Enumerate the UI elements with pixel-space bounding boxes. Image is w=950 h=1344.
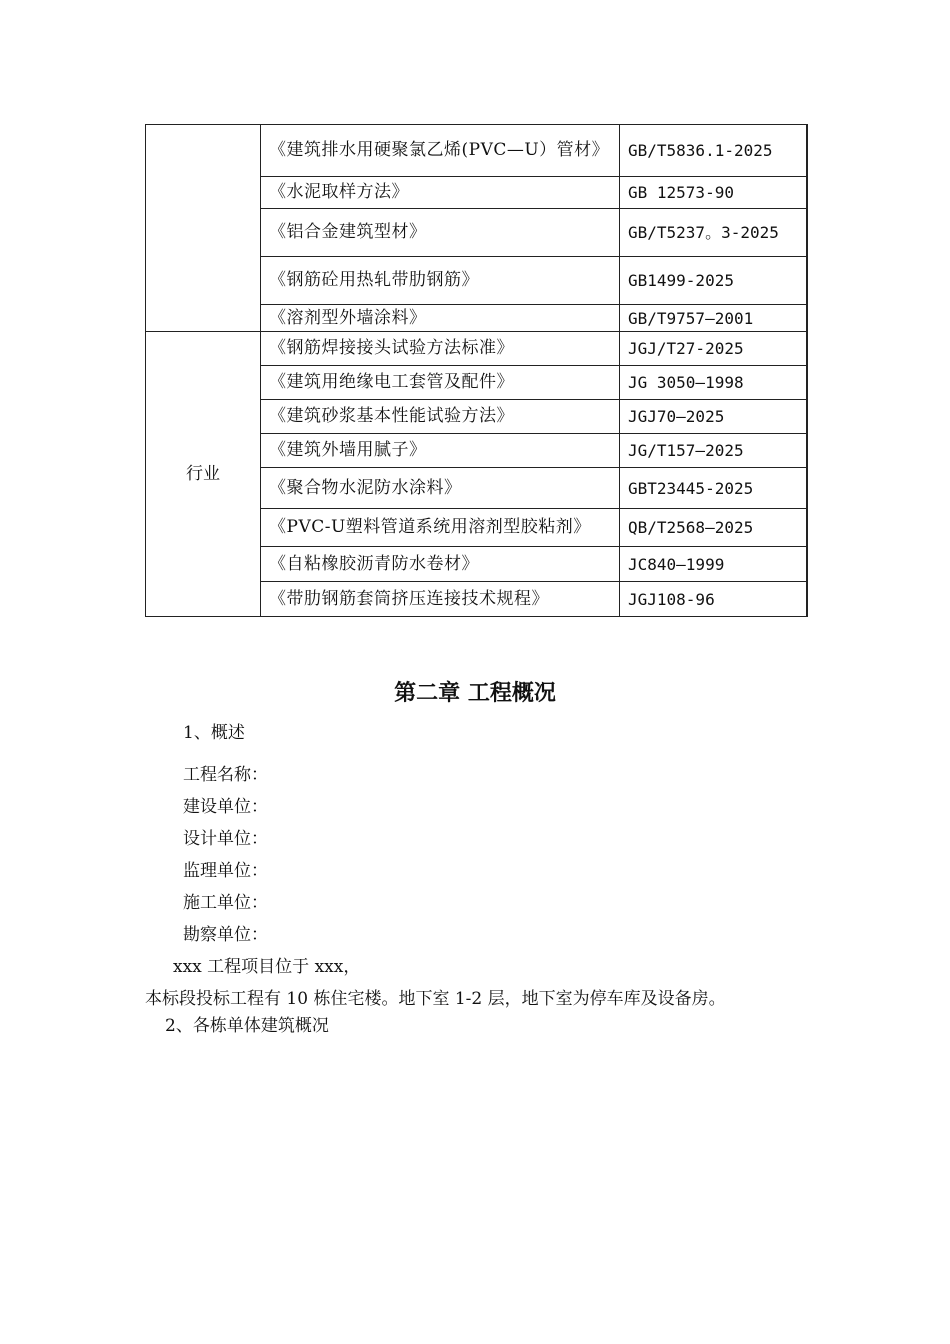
standard-name: 《钢筋砼用热轧带肋钢筋》: [261, 257, 620, 305]
field-supervision-unit: 监理单位：: [183, 861, 268, 881]
standards-table: [145, 124, 808, 617]
standard-code: JG/T157—2025: [620, 434, 807, 468]
standard-code: GB1499-2025: [620, 257, 807, 305]
standard-name: 《建筑用绝缘电工套管及配件》: [261, 366, 620, 400]
category-cell-blank: [146, 125, 261, 332]
standard-name: 《建筑外墙用腻子》: [261, 434, 620, 468]
field-survey-unit: 勘察单位：: [183, 925, 268, 945]
field-project-name: 工程名称：: [183, 765, 268, 785]
standard-code: GB/T5836.1-2025: [620, 125, 807, 177]
standard-code: JGJ108-96: [620, 582, 807, 617]
standard-name: 《PVC-U塑料管道系统用溶剂型胶粘剂》: [261, 509, 620, 547]
standard-code: GB/T9757—2001: [620, 305, 807, 332]
standard-code: QB/T2568—2025: [620, 509, 807, 547]
standard-code: JC840—1999: [620, 547, 807, 582]
table-row: [146, 125, 807, 177]
standard-name: 《建筑砂浆基本性能试验方法》: [261, 400, 620, 434]
standard-code: GB/T5237。3-2025: [620, 209, 807, 257]
standard-name: 《水泥取样方法》: [261, 177, 620, 209]
section-heading-overview: 1、概述: [183, 723, 245, 743]
standard-code: JGJ70—2025: [620, 400, 807, 434]
project-summary: 本标段投标工程有 10 栋住宅楼。地下室 1-2 层，地下室为停车库及设备房。: [145, 989, 726, 1009]
standard-name: 《带肋钢筋套筒挤压连接技术规程》: [261, 582, 620, 617]
standard-name: 《铝合金建筑型材》: [261, 209, 620, 257]
standard-name: 《溶剂型外墙涂料》: [261, 305, 620, 332]
standard-name: 《聚合物水泥防水涂料》: [261, 468, 620, 509]
table-row: [146, 332, 807, 366]
standard-name: 《自粘橡胶沥青防水卷材》: [261, 547, 620, 582]
field-contractor-unit: 施工单位：: [183, 893, 268, 913]
standard-code: JG 3050—1998: [620, 366, 807, 400]
project-location: xxx 工程项目位于 xxx，: [173, 957, 361, 977]
standard-name: 《建筑排水用硬聚氯乙烯(PVC—U）管材》: [261, 125, 620, 177]
standard-code: GBT23445-2025: [620, 468, 807, 509]
standard-name: 《钢筋焊接接头试验方法标准》: [261, 332, 620, 366]
category-cell-industry: 行业: [146, 332, 261, 617]
field-design-unit: 设计单位：: [183, 829, 268, 849]
field-construction-unit: 建设单位：: [183, 797, 268, 817]
chapter-title: 第二章 工程概况: [394, 681, 556, 706]
standard-code: JGJ/T27-2025: [620, 332, 807, 366]
standard-code: GB 12573-90: [620, 177, 807, 209]
section-heading-buildings: 2、各栋单体建筑概况: [165, 1016, 329, 1036]
